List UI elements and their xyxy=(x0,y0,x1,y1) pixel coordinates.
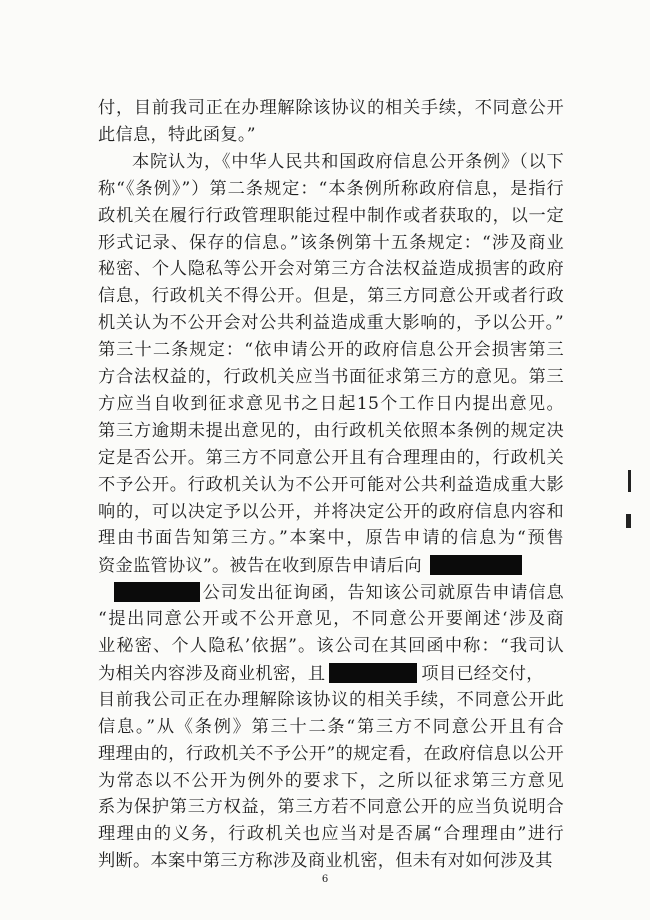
redaction-block xyxy=(430,555,522,575)
text-line: 判断。本案中第三方称涉及商业机密，但未有对如何涉及其 xyxy=(98,851,553,872)
text-line: 为常态以不公开为例外的要求下，之所以征求第三方意见 xyxy=(98,770,564,791)
text-line: 响的，可以决定予以公开，并将决定公开的政府信息内容和 xyxy=(98,501,564,522)
redaction-block xyxy=(114,582,200,602)
text-line: 理由书面告知第三方。”本案中，原告申请的信息为“预售 xyxy=(98,528,564,549)
text-line: 政机关在履行行政管理职能过程中制作或者获取的，以一定 xyxy=(98,205,564,226)
text-line: 信息。”从《条例》第三十二条“第三方不同意公开且有合 xyxy=(98,716,564,737)
text-line: 不予公开。行政机关认为不公开可能对公共利益造成重大影 xyxy=(98,474,564,495)
text-line: 定是否公开。第三方不同意公开且有合理理由的，行政机关 xyxy=(98,447,564,468)
line-text: 资金监管协议”。被告在收到原告申请后向 xyxy=(98,556,422,577)
scan-artifact xyxy=(626,514,631,528)
text-line: 机关认为不公开会对公共利益造成重大影响的，予以公开。” xyxy=(98,313,564,334)
line-text: 公司发出征询函，告知该公司就原告申请信息 xyxy=(202,583,564,604)
text-line: 业秘密、个人隐私’依据”。该公司在其回函中称：“我司认 xyxy=(98,636,564,656)
scan-artifact xyxy=(628,470,631,492)
line-text: 为相关内容涉及商业机密，且 xyxy=(98,663,326,684)
text-line: “提出同意公开或不公开意见，不同意公开要阐述‘涉及商 xyxy=(98,609,564,630)
text-line: 称“《条例》”）第二条规定：“本条例所称政府信息，是指行 xyxy=(98,178,564,199)
line-text: 项目已经交付， xyxy=(421,663,544,684)
text-line: 第三方逾期未提出意见的，由行政机关依照本条例的规定决 xyxy=(98,420,564,441)
text-line: 理理由的，行政机关不予公开”的规定看，在政府信息以公开 xyxy=(98,743,564,764)
text-line: 此信息，特此函复。” xyxy=(98,124,256,145)
text-line: 第三十二条规定：“依申请公开的政府信息公开会损害第三 xyxy=(98,340,564,361)
text-line: 目前我公司正在办理解除该协议的相关手续，不同意公开此 xyxy=(98,689,564,710)
text-line: 理理由的义务，行政机关也应当对是否属“合理理由”进行 xyxy=(98,824,564,845)
redaction-block xyxy=(329,663,417,683)
text-line: 系为保护第三方权益，第三方若不同意公开的应当负说明合 xyxy=(98,797,564,818)
text-line: 付，目前我司正在办理解除该协议的相关手续，不同意公开 xyxy=(98,98,564,118)
text-line: 方应当自收到征求意见书之日起15个工作日内提出意见。 xyxy=(98,393,564,414)
page-number: 6 xyxy=(321,874,329,886)
paragraph-start-line: 本院认为，《中华人民共和国政府信息公开条例》（以下 xyxy=(132,151,564,172)
text-line-with-redaction xyxy=(114,582,564,603)
text-line: 形式记录、保存的信息。”该条例第十五条规定：“涉及商业 xyxy=(98,232,564,253)
text-line-with-redaction xyxy=(98,555,564,576)
text-line: 方合法权益的，行政机关应当书面征求第三方的意见。第三 xyxy=(98,367,564,387)
text-line-with-redaction xyxy=(98,663,564,684)
text-line: 秘密、个人隐私等公开会对第三方合法权益造成损害的政府 xyxy=(98,259,564,280)
text-line: 信息，行政机关不得公开。但是，第三方同意公开或者行政 xyxy=(98,286,564,307)
